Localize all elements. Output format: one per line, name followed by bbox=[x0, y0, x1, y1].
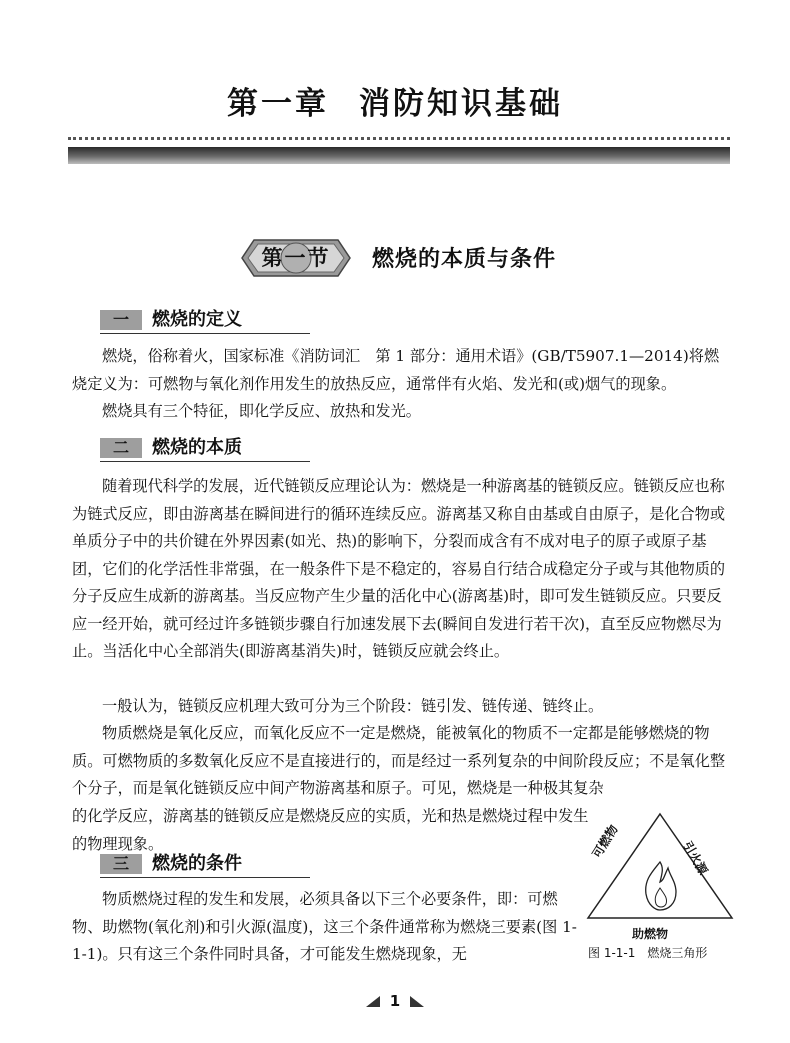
figure-caption: 图 1-1-1 燃烧三角形 bbox=[588, 946, 708, 960]
subsection-number: 一 bbox=[100, 310, 142, 330]
subsection-title: 燃烧的条件 bbox=[152, 853, 242, 874]
page-number: 1 bbox=[389, 992, 401, 1010]
fire-triangle-figure bbox=[584, 810, 736, 960]
paragraph-stages: 一般认为，链锁反应机理大致可分为三个阶段：链引发、链传递、链终止。 bbox=[102, 697, 604, 715]
section-badge bbox=[240, 236, 352, 280]
paragraph-oxidation: 物质燃烧是氧化反应，而氧化反应不一定是燃烧，能被氧化的物质不一定都是能够燃烧的物质。可燃物质的多数氧化反应不是直接进行的，而是经过一系列复杂的中间阶段反应；不是氧化整个分子，而是氧化链锁反应中间产物游离基和原子。可见，燃烧是一种极其复杂 bbox=[72, 724, 726, 797]
paragraph-conditions: 物质燃烧过程的发生和发展，必须具备以下三个必要条件，即：可燃物、助燃物(氧化剂)和引火源(温度)，这三个条件通常称为燃烧三要素(图 1-1-1)。只有这三个条件同时具备，才可能发生燃烧现象，无 bbox=[72, 890, 577, 963]
header-gradient-band bbox=[68, 147, 730, 164]
paragraph-features: 燃烧具有三个特征，即化学反应、放热和发光。 bbox=[102, 402, 421, 420]
subsection-underline bbox=[100, 333, 310, 334]
triangle-left-icon bbox=[366, 996, 380, 1007]
subsection-underline bbox=[100, 461, 310, 462]
section-badge-label: 第一节 bbox=[261, 246, 331, 270]
chapter-title bbox=[0, 78, 790, 123]
subsection-underline bbox=[100, 877, 310, 878]
paragraph-definition: 燃烧，俗称着火，国家标准《消防词汇 第 1 部分：通用术语》(GB/T5907.1—2014)将燃烧定义为：可燃物与氧化剂作用发生的放热反应，通常伴有火焰、发光和(或)烟气的现象。 bbox=[72, 347, 720, 393]
triangle-right-icon bbox=[410, 996, 424, 1007]
subsection-title: 燃烧的定义 bbox=[152, 309, 242, 330]
chapter-number: 第一章 bbox=[227, 86, 329, 122]
fuel-label: 可燃物 bbox=[589, 822, 621, 861]
subsection-title: 燃烧的本质 bbox=[152, 437, 242, 458]
paragraph-oxidation-cont: 的化学反应，游离基的链锁反应是燃烧反应的实质，光和热是燃烧过程中发生的物理现象。 bbox=[72, 807, 589, 853]
ignition-source-label: 引火源 bbox=[680, 839, 711, 878]
section-title: 燃烧的本质与条件 bbox=[372, 247, 557, 272]
flame-icon bbox=[646, 862, 676, 910]
paragraph-essence: 随着现代科学的发展，近代链锁反应理论认为：燃烧是一种游离基的链锁反应。链锁反应也称为链式反应，即由游离基在瞬间进行的循环连续反应。游离基又称自由基或自由原子，是化合物或单质分子中的共价键在外界因素(如光、热)的影响下，分裂而成含有不成对电子的原子或原子基团，它们的化学活性非常强，在一般条件下是不稳定的，容易自行结合成稳定分子或与其他物质的分子反应生成新的游离基。当反应物产生少量的活化中心(游离基)时，即可发生链锁反应。只要反应一经开始，就可经过许多链锁步骤自行加速发展下去(瞬间自发进行若干次)，直至反应物燃尽为止。当活化中心全部消失(即游离基消失)时，链锁反应就会终止。 bbox=[72, 477, 726, 660]
oxidizer-label: 助燃物 bbox=[632, 927, 669, 941]
chapter-name: 消防知识基础 bbox=[359, 86, 563, 122]
subsection-number: 三 bbox=[100, 854, 142, 874]
subsection-number: 二 bbox=[100, 438, 142, 458]
dotted-divider bbox=[68, 137, 730, 140]
page-footer bbox=[0, 992, 790, 1010]
